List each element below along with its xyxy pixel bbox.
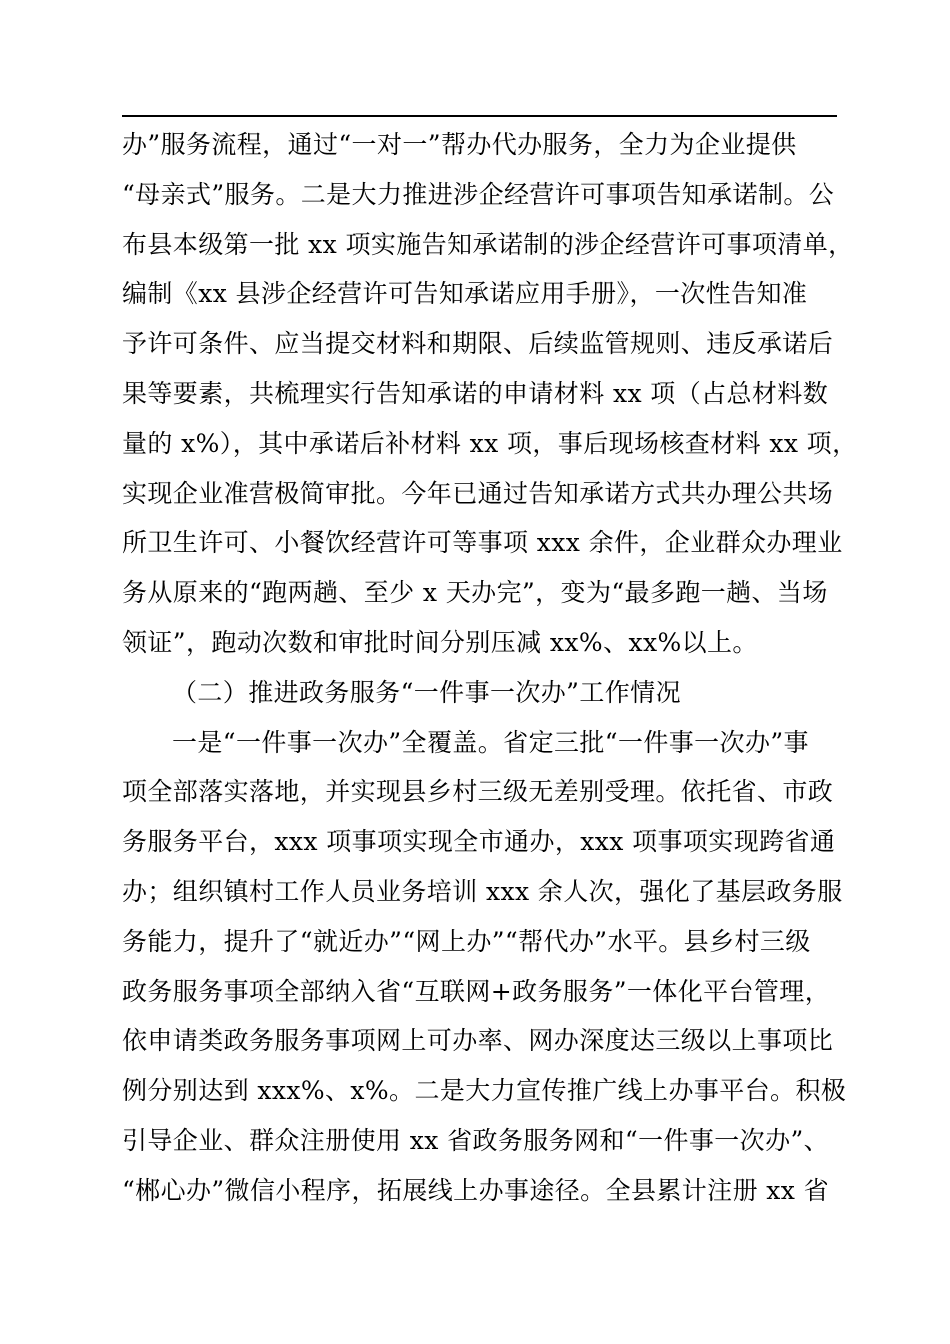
- paragraph-line: 政务服务事项全部纳入省“互联网+政务服务”一体化平台管理，: [122, 976, 831, 1006]
- paragraph-line: 例分别达到 xxx%、x%。二是大力宣传推广线上办事平台。积极: [122, 1076, 847, 1106]
- paragraph-line: “母亲式”服务。二是大力推进涉企经营许可事项告知承诺制。公: [122, 179, 835, 209]
- paragraph-line: 量的 x%），其中承诺后补材料 xx 项，事后现场核查材料 xx 项，: [122, 428, 858, 458]
- paragraph-line: “郴心办”微信小程序，拓展线上办事途径。全县累计注册 xx 省: [122, 1175, 830, 1205]
- paragraph-line: 办；组织镇村工作人员业务培训 xxx 余人次，强化了基层政务服: [122, 876, 843, 906]
- paragraph-line: 实现企业准营极简审批。今年已通过告知承诺方式共办理公共场: [122, 478, 834, 508]
- paragraph-line: 办”服务流程，通过“一对一”帮办代办服务，全力为企业提供: [122, 130, 797, 159]
- header-rule: [122, 115, 837, 117]
- paragraph-line: 编制《xx 县涉企经营许可告知承诺应用手册》，一次性告知准: [122, 279, 808, 309]
- paragraph-line: 依申请类政务服务事项网上可办率、网办深度达三级以上事项比: [122, 1026, 834, 1056]
- paragraph-line: 果等要素，共梳理实行告知承诺的申请材料 xx 项（占总材料数: [122, 378, 829, 408]
- paragraph-line: 项全部落实落地，并实现县乡村三级无差别受理。依托省、市政: [122, 777, 834, 807]
- paragraph-line: 务服务平台，xxx 项事项实现全市通办，xxx 项事项实现跨省通: [122, 827, 836, 857]
- paragraph-line: 布县本级第一批 xx 项实施告知承诺制的涉企经营许可事项清单，: [122, 229, 854, 259]
- section-heading: （二）推进政务服务“一件事一次办”工作情况: [172, 677, 681, 707]
- paragraph-line: 所卫生许可、小餐饮经营许可等事项 xxx 余件，企业群众办理业: [122, 528, 843, 558]
- paragraph-line: 一是“一件事一次办”全覆盖。省定三批“一件事一次办”事: [172, 727, 809, 757]
- paragraph-line: 务能力，提升了“就近办”“网上办”“帮代办”水平。县乡村三级: [122, 926, 811, 956]
- paragraph-line: 引导企业、群众注册使用 xx 省政务服务网和“一件事一次办”、: [122, 1125, 830, 1155]
- body-text: [122, 120, 862, 1216]
- paragraph-line: 领证”，跑动次数和审批时间分别压减 xx%、xx%以上。: [122, 627, 758, 657]
- paragraph-line: 务从原来的“跑两趟、至少 x 天办完”，变为“最多跑一趟、当场: [122, 578, 828, 608]
- paragraph-line: 予许可条件、应当提交材料和期限、后续监管规则、违反承诺后: [122, 329, 834, 359]
